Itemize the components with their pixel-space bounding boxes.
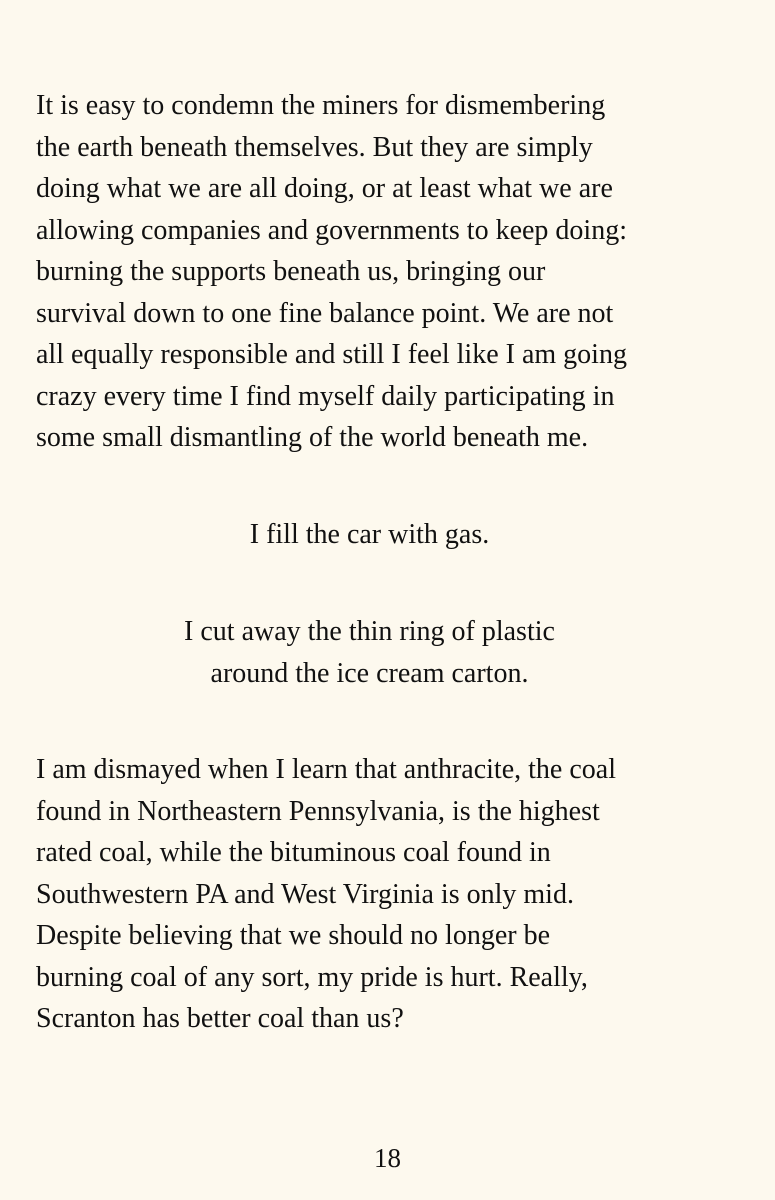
text-line: It is easy to condemn the miners for dismembering (36, 90, 606, 121)
text-line: rated coal, while the bituminous coal found in (36, 837, 551, 868)
body-paragraph (36, 749, 748, 1040)
text-line: Southwestern PA and West Virginia is only mid. (36, 878, 574, 910)
text-line: doing what we are all doing, or at least what we are (36, 173, 613, 204)
body-paragraph (36, 85, 748, 459)
text-line: crazy every time I find myself daily participating in (36, 380, 615, 412)
text-line: some small dismantling of the world beneath me. (36, 422, 589, 453)
text-line: the earth beneath themselves. But they are simply (36, 131, 593, 163)
text-line: burning coal of any sort, my pride is hurt. Really, (36, 961, 588, 993)
text-line: found in Northeastern Pennsylvania, is the highest (36, 795, 600, 827)
verse-line: I fill the car with gas. (249, 519, 490, 550)
text-line: Despite believing that we should no longer be (36, 920, 550, 951)
text-line: burning the supports beneath us, bringing our (36, 256, 546, 287)
text-line: all equally responsible and still I feel like I am going (36, 339, 627, 370)
page-number: 18 (374, 1143, 401, 1173)
text-line: survival down to one fine balance point. We are not (36, 297, 614, 329)
text-line: Scranton has better coal than us? (36, 1003, 404, 1034)
text-line: I am dismayed when I learn that anthracite, the coal (36, 754, 616, 785)
verse-line: around the ice cream carton. (210, 657, 529, 689)
centered-verse (0, 611, 757, 694)
verse-line: I cut away the thin ring of plastic (184, 616, 555, 647)
centered-verse (0, 514, 757, 556)
text-line: allowing companies and governments to keep doing: (36, 214, 627, 246)
